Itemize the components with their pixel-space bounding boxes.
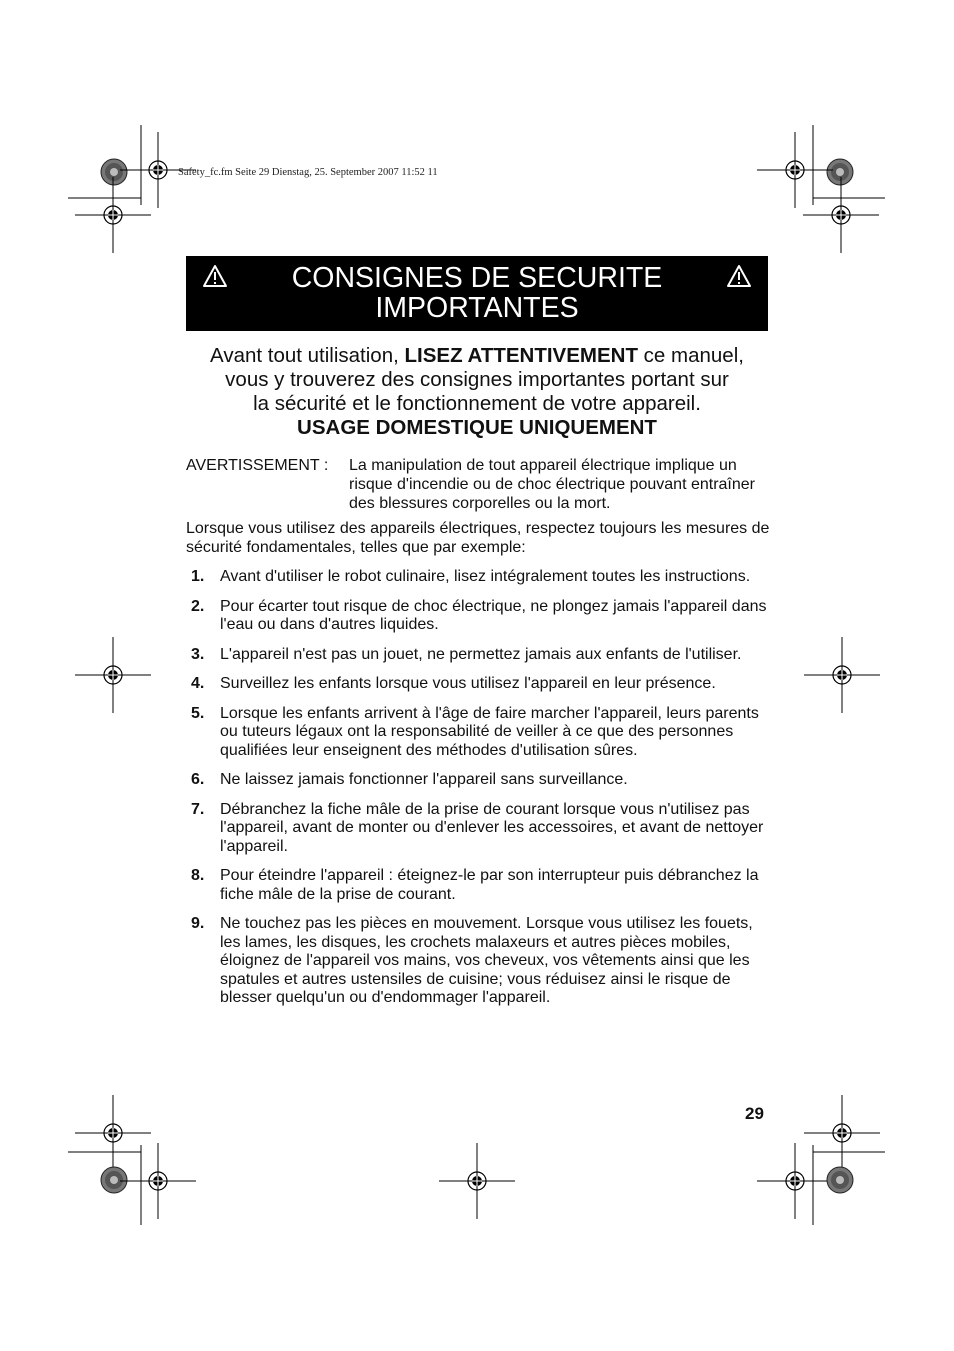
intro-line-2: vous y trouverez des consignes importantes portant sur (225, 368, 729, 391)
list-item (186, 568, 776, 587)
page-title-line-2: IMPORTANTES (375, 292, 579, 324)
item-text: Pour éteindre l'appareil : éteignez-le par son interrupteur puis débranchez la fiche mâle de la prise de courant. (220, 867, 759, 903)
item-text: Avant d'utiliser le robot culinaire, lisez intégralement toutes les instructions. (220, 568, 751, 585)
item-number: 9. (191, 915, 205, 932)
list-item (186, 705, 776, 761)
warning-label: AVERTISSEMENT : (186, 457, 329, 474)
intro-paragraph (150, 344, 804, 440)
lead-paragraph: Lorsque vous utilisez des appareils électriques, respectez toujours les mesures de sécurité fondamentales, telles que par exemple: (186, 520, 770, 556)
intro-text: Avant tout utilisation, (210, 344, 405, 367)
item-number: 2. (191, 597, 205, 615)
print-header: Safety_fc.fm Seite 29 Dienstag, 25. September 2007 11:52 11 (178, 167, 438, 178)
list-item (186, 598, 776, 635)
item-text: Pour écarter tout risque de choc électrique, ne plongez jamais l'appareil dans l'eau ou dans d'autres liquides. (220, 597, 767, 633)
page-title-line-1: CONSIGNES DE SECURITE (291, 262, 663, 294)
intro-text: ce manuel, (637, 344, 744, 367)
intro-line-1 (150, 344, 804, 368)
warning-triangle-icon (726, 264, 752, 288)
item-number: 4. (191, 675, 205, 692)
item-text: Lorsque les enfants arrivent à l'âge de faire marcher l'appareil, leurs parents ou tuteurs légaux ont la responsabilité de veiller à ce que des personnes qualifiées leur enseignent des méthodes d'utilisation sûres. (220, 704, 759, 759)
item-text: Débranchez la fiche mâle de la prise de courant lorsque vous n'utilisez pas l'appareil, avant de monter ou d'enlever les accessoires, et avant de nettoyer l'appareil. (220, 800, 764, 855)
list-item (186, 801, 776, 857)
domestic-use-notice: USAGE DOMESTIQUE UNIQUEMENT (297, 416, 657, 439)
list-item (186, 675, 776, 694)
page-title (186, 263, 768, 323)
list-item (186, 867, 776, 904)
item-text: Ne touchez pas les pièces en mouvement. Lorsque vous utilisez les fouets, les lames, les disques, les crochets malaxeurs et autres pièces mobiles, éloignez de l'appareil vos mains, vos cheveux, vos vêtements ainsi que les spatules et autres ustensiles de cuisine; vous réduisez ainsi le risque de blesser quelqu'un ou d'endommager l'appareil. (220, 915, 753, 1006)
title-banner (186, 256, 768, 331)
intro-line-3: la sécurité et le fonctionnement de votre appareil. (253, 392, 701, 415)
item-text: Ne laissez jamais fonctionner l'appareil sans surveillance. (220, 771, 628, 788)
item-number: 8. (191, 867, 205, 884)
item-number: 5. (191, 704, 205, 722)
item-text: L'appareil n'est pas un jouet, ne permettez jamais aux enfants de l'utiliser. (220, 645, 742, 663)
item-number: 6. (191, 771, 205, 788)
safety-list (186, 568, 776, 1019)
list-item (186, 771, 776, 790)
list-item (186, 646, 776, 665)
item-number: 1. (191, 568, 205, 585)
list-item (186, 915, 776, 1008)
intro-emphasis: LISEZ ATTENTIVEMENT (404, 344, 638, 367)
item-text: Surveillez les enfants lorsque vous utilisez l'appareil en leur présence. (220, 675, 716, 692)
warning-text: La manipulation de tout appareil électrique implique un risque d'incendie ou de choc électrique pouvant entraîner des blessures corporelles ou la mort. (349, 457, 755, 512)
page-number: 29 (745, 1104, 764, 1123)
item-number: 7. (191, 800, 205, 818)
item-number: 3. (191, 645, 205, 663)
